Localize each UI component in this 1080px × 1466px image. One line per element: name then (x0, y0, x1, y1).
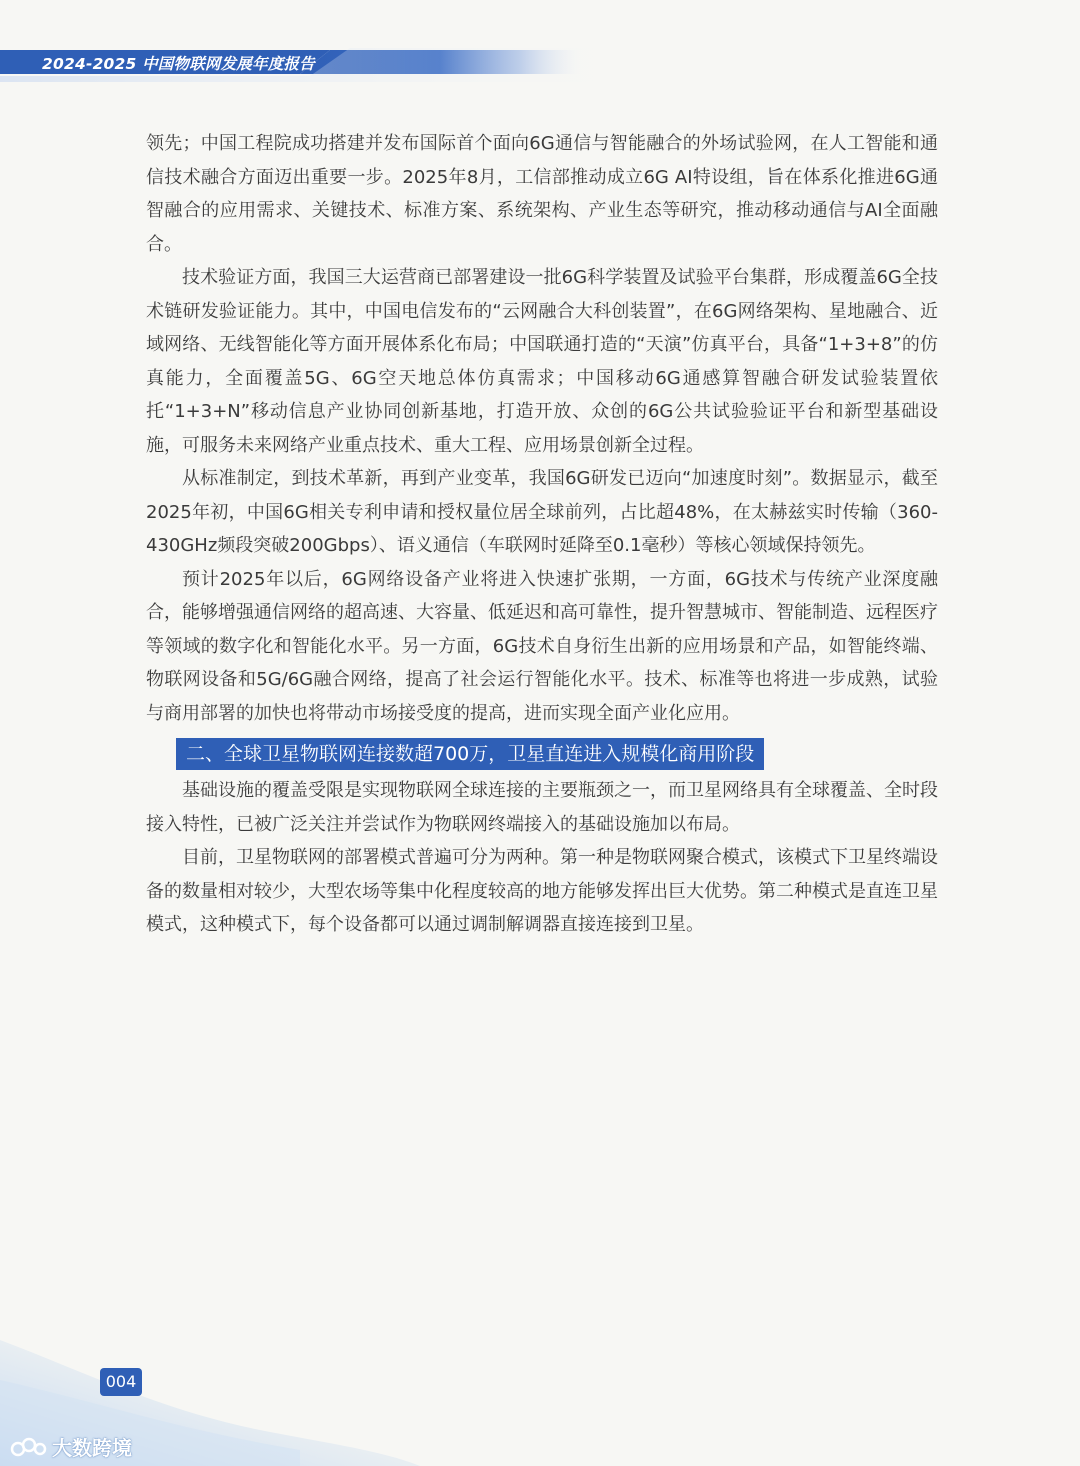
article-body (146, 127, 938, 942)
watermark-text: 大数跨境 (52, 1436, 132, 1460)
watermark-logo-icon (8, 1435, 48, 1459)
watermark (8, 1432, 132, 1461)
section-heading: 二、全球卫星物联网连接数超700万，卫星直连进入规模化商用阶段 (176, 738, 764, 770)
header-title: 2024-2025 中国物联网发展年度报告 (42, 55, 315, 73)
report-header-banner (0, 46, 1080, 86)
paragraph-2: 技术验证方面，我国三大运营商已部署建设一批6G科学装置及试验平台集群，形成覆盖6G全技术链研发验证能力。其中，中国电信发布的“云网融合大科创装置”，在6G网络架构、星地融合、近域网络、无线智能化等方面开展体系化布局；中国联通打造的“天演”仿真平台，具备“1+3+8”的仿真能力，全面覆盖5G、6G空天地总体仿真需求；中国移动6G通感算智融合研发试验装置依托“1+3+N”移动信息产业协同创新基地，打造开放、众创的6G公共试验验证平台和新型基础设施，可服务未来网络产业重点技术、重大工程、应用场景创新全过程。 (146, 267, 938, 456)
paragraph-3: 从标准制定，到技术革新，再到产业变革，我国6G研发已迈向“加速度时刻”。数据显示，截至2025年初，中国6G相关专利申请和授权量位居全球前列，占比超48%，在太赫兹实时传输（360-430GHz频段突破200Gbps）、语义通信（车联网时延降至0.1毫秒）等核心领域保持领先。 (146, 468, 938, 556)
paragraph-1: 领先；中国工程院成功搭建并发布国际首个面向6G通信与智能融合的外场试验网，在人工智能和通信技术融合方面迈出重要一步。2025年8月，工信部推动成立6G AI特设组，旨在体系化推进6G通智融合的应用需求、关键技术、标准方案、系统架构、产业生态等研究，推动移动通信与AI全面融合。 (146, 133, 938, 255)
paragraph-4: 预计2025年以后，6G网络设备产业将进入快速扩张期，一方面，6G技术与传统产业深度融合，能够增强通信网络的超高速、大容量、低延迟和高可靠性，提升智慧城市、智能制造、远程医疗等领域的数字化和智能化水平。另一方面，6G技术自身衍生出新的应用场景和产品，如智能终端、物联网设备和5G/6G融合网络，提高了社会运行智能化水平。技术、标准等也将进一步成熟，试验与商用部署的加快也将带动市场接受度的提高，进而实现全面产业化应用。 (146, 568, 938, 724)
page-number: 004 (100, 1368, 142, 1396)
section-paragraph-2: 目前，卫星物联网的部署模式普遍可分为两种。第一种是物联网聚合模式，该模式下卫星终端设备的数量相对较少，大型农场等集中化程度较高的地方能够发挥出巨大优势。第二种模式是直连卫星模式，这种模式下，每个设备都可以通过调制解调器直接连接到卫星。 (146, 847, 938, 935)
section-paragraph-1: 基础设施的覆盖受限是实现物联网全球连接的主要瓶颈之一，而卫星网络具有全球覆盖、全时段接入特性，已被广泛关注并尝试作为物联网终端接入的基础设施加以布局。 (146, 780, 938, 835)
